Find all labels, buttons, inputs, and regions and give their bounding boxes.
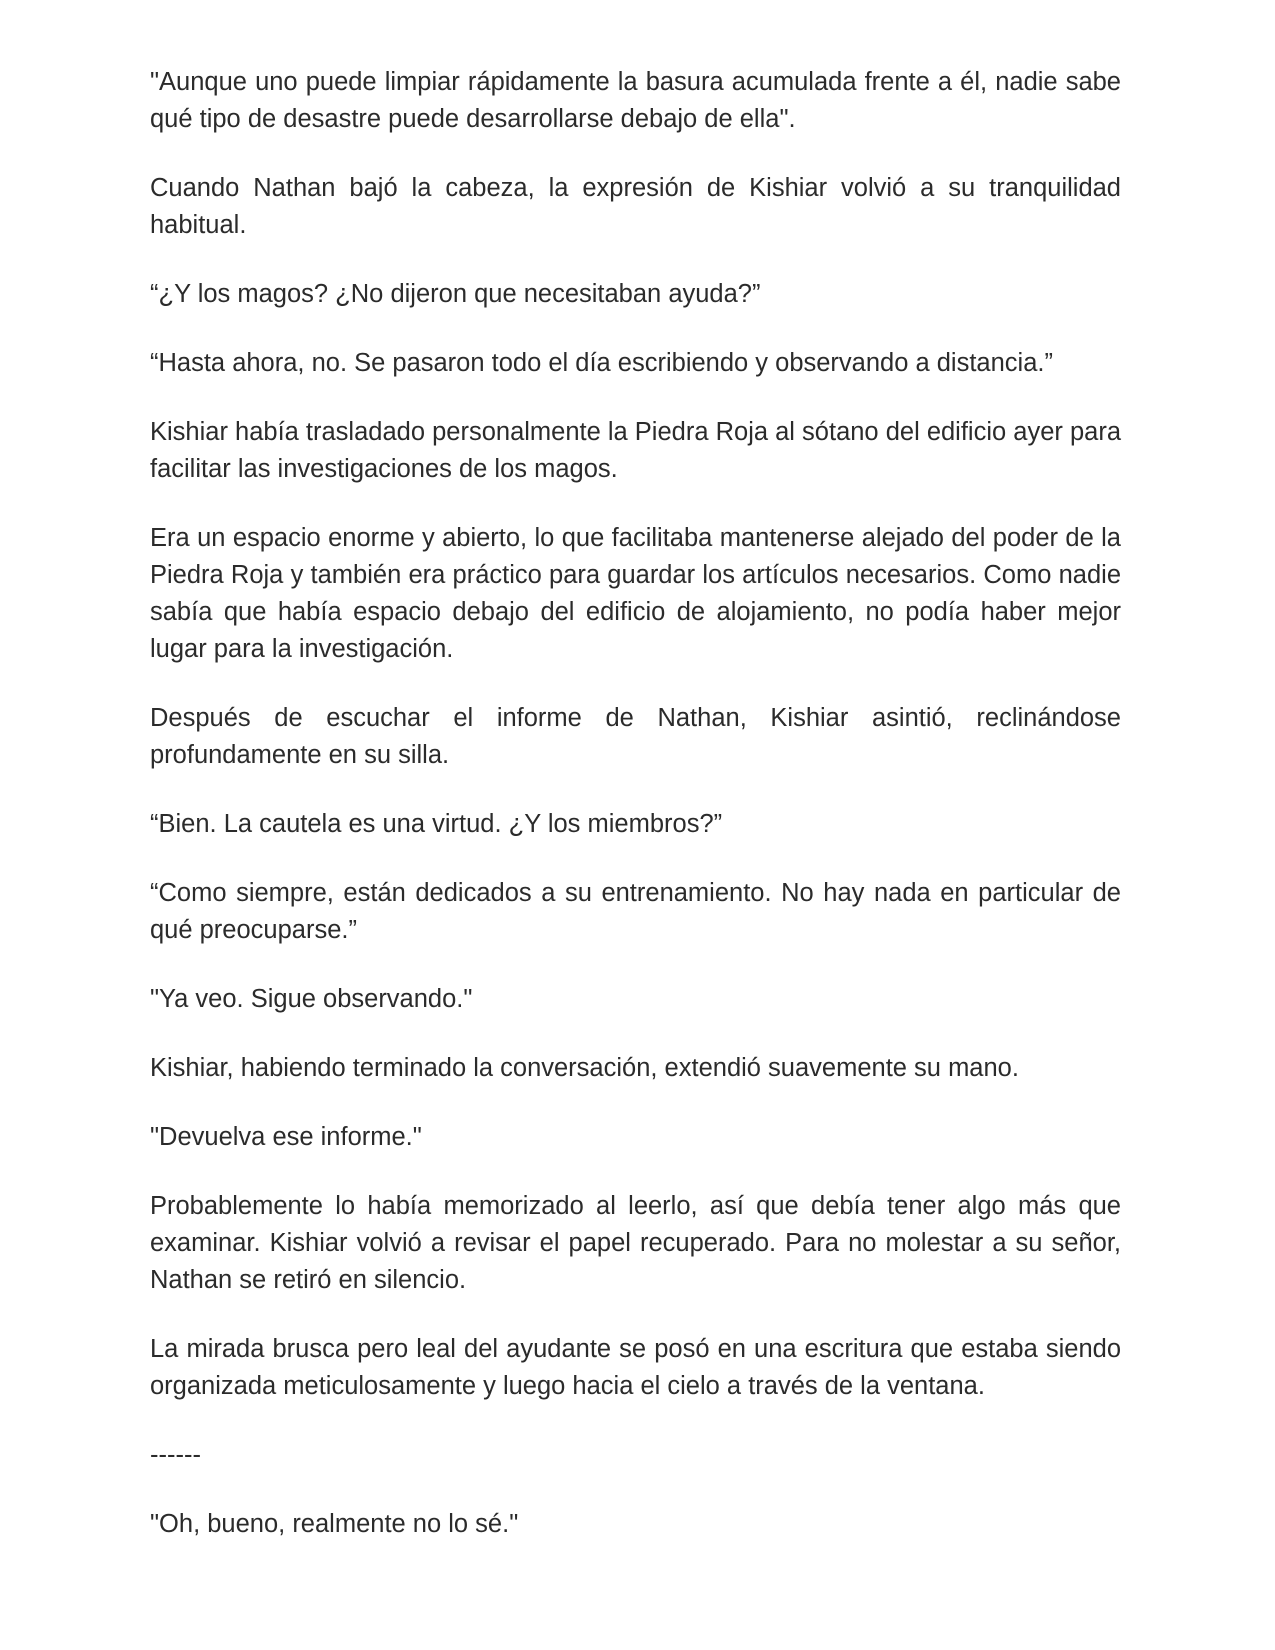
paragraph-9: “Como siempre, están dedicados a su entrenamiento. No hay nada en particular de qué preocuparse.” — [150, 879, 1121, 944]
paragraph-11: Kishiar, habiendo terminado la conversación, extendió suavemente su mano. — [150, 1054, 1019, 1082]
paragraph-1: "Aunque uno puede limpiar rápidamente la basura acumulada frente a él, nadie sabe qué tipo de desastre puede desarrollarse debajo de ella". — [150, 68, 1121, 133]
paragraph-5: Kishiar había trasladado personalmente la Piedra Roja al sótano del edificio ayer para facilitar las investigaciones de los magos. — [150, 418, 1122, 483]
paragraph-8: “Bien. La cautela es una virtud. ¿Y los miembros?” — [150, 810, 723, 838]
paragraph-12: "Devuelva ese informe." — [150, 1123, 422, 1151]
paragraph-6: Era un espacio enorme y abierto, lo que facilitaba mantenerse alejado del poder de la Piedra Roja y también era práctico para guardar los artículos necesarios. Como nadie sabía que había espacio debajo del edificio de alojamiento, no podía haber mejor lugar para la investigación. — [150, 524, 1121, 663]
paragraph-13: Probablemente lo había memorizado al leerlo, así que debía tener algo más que examinar. Kishiar volvió a revisar el papel recuperado. Para no molestar a su señor, Nathan se retiró en silencio. — [150, 1192, 1121, 1294]
paragraph-4: “Hasta ahora, no. Se pasaron todo el día escribiendo y observando a distancia.” — [150, 349, 1053, 377]
document-page — [150, 64, 1121, 1575]
scene-separator: ------ — [150, 1441, 201, 1469]
paragraph-3: “¿Y los magos? ¿No dijeron que necesitaban ayuda?” — [150, 280, 761, 308]
paragraph-2: Cuando Nathan bajó la cabeza, la expresión de Kishiar volvió a su tranquilidad habitual. — [150, 174, 1121, 239]
paragraph-7: Después de escuchar el informe de Nathan, Kishiar asintió, reclinándose profundamente en su silla. — [150, 704, 1121, 769]
paragraph-16: "Oh, bueno, realmente no lo sé." — [150, 1510, 519, 1538]
paragraph-14: La mirada brusca pero leal del ayudante se posó en una escritura que estaba siendo organizada meticulosamente y luego hacia el cielo a través de la ventana. — [150, 1335, 1121, 1400]
paragraph-10: "Ya veo. Sigue observando." — [150, 985, 473, 1013]
